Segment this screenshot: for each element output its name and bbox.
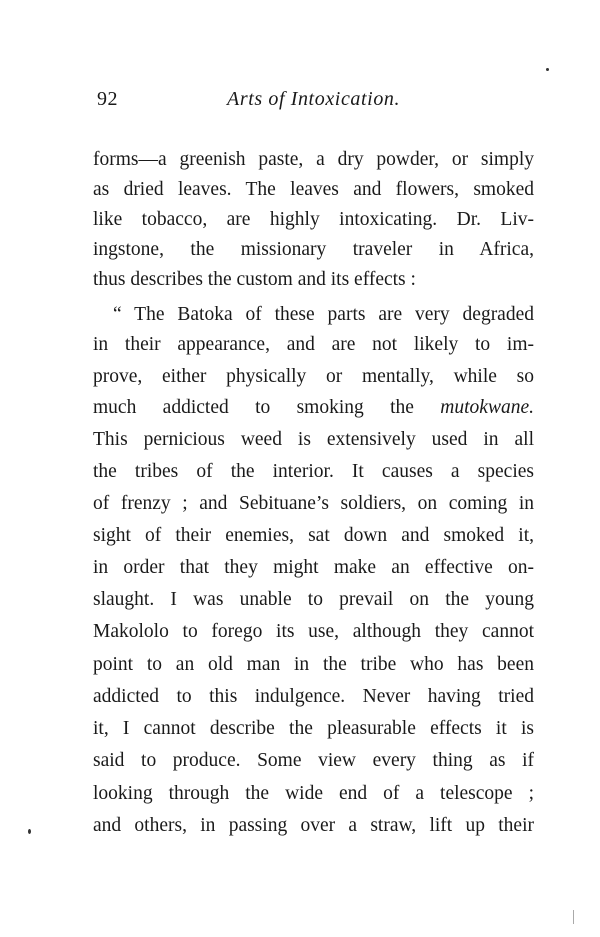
text-line: as dried leaves. The leaves and flowers, smoked — [93, 179, 534, 200]
text-line: addicted to this indulgence. Never having tried — [93, 686, 534, 707]
text-span: much addicted to smoking the — [93, 397, 441, 418]
text-line: forms—a greenish paste, a dry powder, or simply — [93, 149, 534, 170]
text-line: in order that they might make an effective on- — [93, 557, 534, 578]
text-line: in their appearance, and are not likely to im- — [93, 334, 534, 355]
page-number: 92 — [97, 88, 118, 110]
text-line: looking through the wide end of a telescope ; — [93, 783, 534, 804]
text-line: sight of their enemies, sat down and smoked it, — [93, 525, 534, 546]
text-line: of frenzy ; and Sebituane’s soldiers, on coming in — [93, 493, 534, 514]
text-line: ingstone, the missionary traveler in Africa, — [93, 239, 534, 260]
ink-speck — [546, 68, 549, 71]
text-line: This pernicious weed is extensively used in all — [93, 429, 534, 450]
text-line: it, I cannot describe the pleasurable effects it is — [93, 718, 534, 739]
text-line: “ The Batoka of these parts are very degraded — [113, 304, 534, 325]
text-line: Makololo to forego its use, although they cannot — [93, 621, 534, 642]
ink-speck — [28, 829, 31, 834]
text-line: point to an old man in the tribe who has been — [93, 654, 534, 675]
text-line-with-italic — [93, 393, 534, 423]
italic-word: mutokwane. — [440, 397, 534, 418]
text-line: slaught. I was unable to prevail on the young — [93, 589, 534, 610]
text-line: prove, either physically or mentally, while so — [93, 366, 534, 387]
running-title: Arts of Intoxication. — [227, 88, 401, 110]
text-line: said to produce. Some view every thing as if — [93, 750, 534, 771]
text-line: the tribes of the interior. It causes a species — [93, 461, 534, 482]
text-line: thus describes the custom and its effects : — [93, 269, 416, 290]
text-line: and others, in passing over a straw, lift up their — [93, 815, 534, 836]
margin-mark — [573, 910, 574, 924]
text-line: like tobacco, are highly intoxicating. Dr. Liv- — [93, 209, 534, 230]
